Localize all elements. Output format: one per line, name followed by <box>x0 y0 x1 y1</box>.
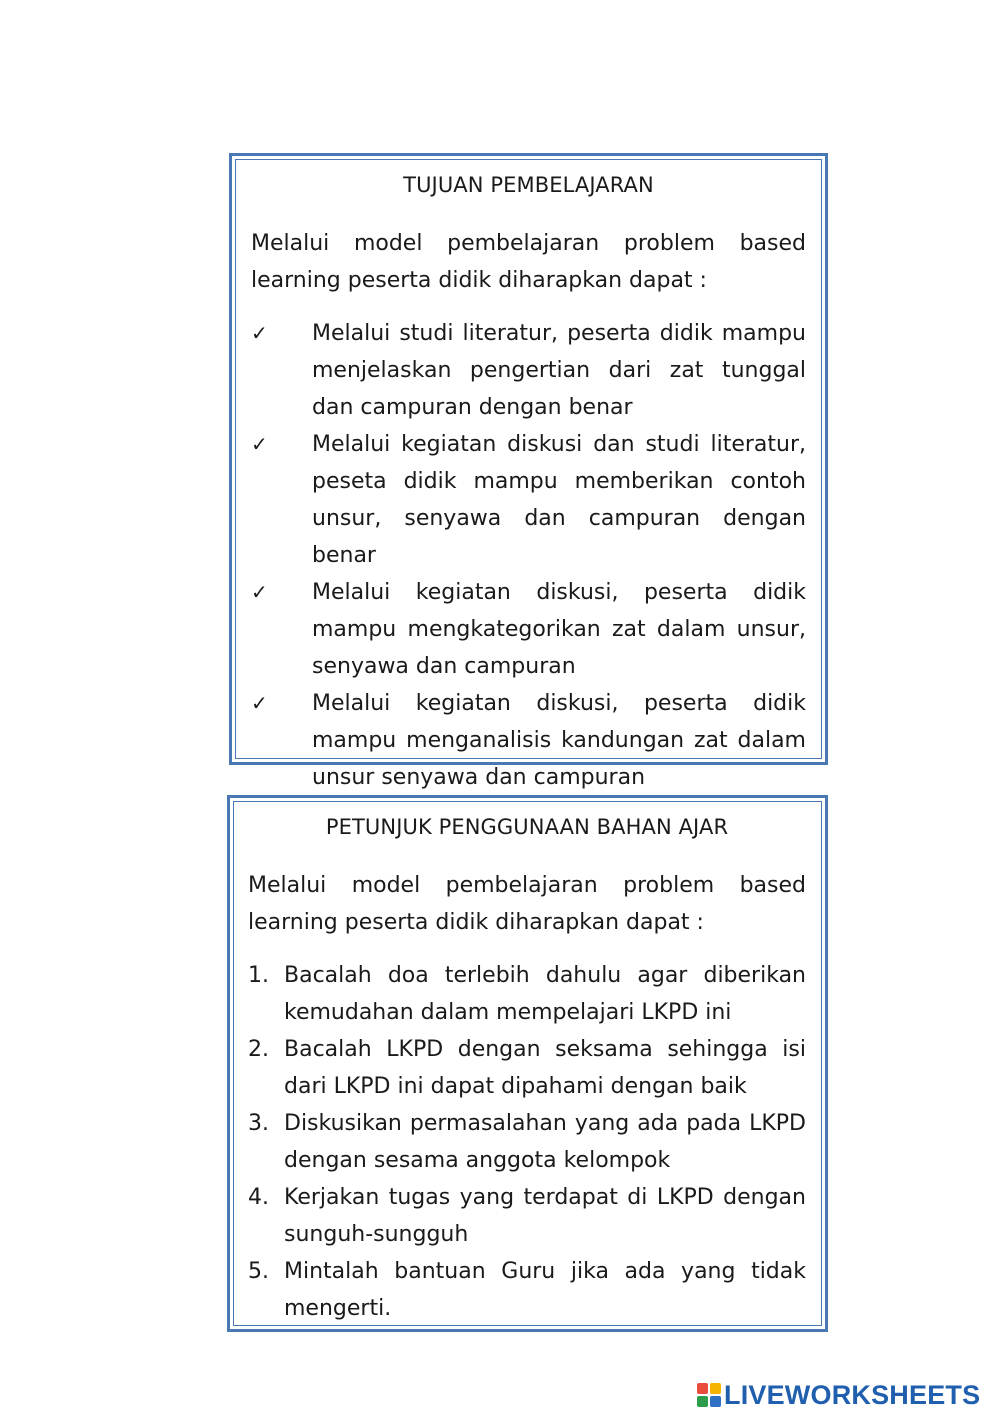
list-item <box>248 1105 806 1179</box>
checkmark-icon: ✓ <box>251 691 268 715</box>
usage-instructions-intro: Melalui model pembelajaran problem based learning peserta didik diharapkan dapat : <box>248 873 806 935</box>
usage-instructions-list <box>248 957 806 1327</box>
logo-square-green <box>697 1396 708 1407</box>
list-item-number: 2. <box>248 1037 269 1062</box>
learning-objectives-content <box>251 170 806 796</box>
list-item-text: Melalui kegiatan diskusi, peserta didik mampu mengkategorikan zat dalam unsur, senyawa dan campuran <box>312 580 806 679</box>
list-item <box>248 1179 806 1253</box>
list-item <box>248 1031 806 1105</box>
list-item-text: Melalui kegiatan diskusi, peserta didik mampu menganalisis kandungan zat dalam unsur senyawa dan campuran <box>312 691 806 790</box>
liveworksheets-logo-text: LIVEWORKSHEETS <box>724 1379 981 1410</box>
learning-objectives-list <box>251 315 806 796</box>
list-item-text: Kerjakan tugas yang terdapat di LKPD dengan sunguh-sungguh <box>284 1185 806 1247</box>
liveworksheets-logo[interactable] <box>697 1380 980 1410</box>
logo-square-yellow <box>710 1383 721 1394</box>
list-item <box>251 315 806 426</box>
liveworksheets-logo-icon <box>697 1383 721 1407</box>
logo-square-red <box>697 1383 708 1394</box>
usage-instructions-box <box>227 795 828 1332</box>
list-item <box>251 574 806 685</box>
checkmark-icon: ✓ <box>251 580 268 604</box>
logo-square-blue <box>710 1396 721 1407</box>
checkmark-icon: ✓ <box>251 432 268 456</box>
list-item-text: Diskusikan permasalahan yang ada pada LKPD dengan sesama anggota kelompok <box>284 1111 806 1173</box>
usage-instructions-content <box>248 812 806 1327</box>
learning-objectives-box <box>229 153 828 790</box>
list-item-text: Bacalah doa terlebih dahulu agar diberikan kemudahan dalam mempelajari LKPD ini <box>284 963 806 1025</box>
list-item-text: Melalui kegiatan diskusi dan studi literatur, peseta didik mampu memberikan contoh unsur, senyawa dan campuran dengan benar <box>312 432 806 568</box>
list-item-number: 4. <box>248 1185 269 1210</box>
list-item-number: 3. <box>248 1111 269 1136</box>
list-item-number: 1. <box>248 963 269 988</box>
list-item-text: Melalui studi literatur, peserta didik mampu menjelaskan pengertian dari zat tunggal dan campuran dengan benar <box>312 321 806 420</box>
list-item-text: Bacalah LKPD dengan seksama sehingga isi dari LKPD ini dapat dipahami dengan baik <box>284 1037 806 1099</box>
list-item <box>251 685 806 796</box>
learning-objectives-intro: Melalui model pembelajaran problem based learning peserta didik diharapkan dapat : <box>251 231 806 293</box>
learning-objectives-title: TUJUAN PEMBELAJARAN <box>403 173 654 197</box>
list-item-number: 5. <box>248 1259 269 1284</box>
list-item <box>248 1253 806 1327</box>
usage-instructions-title: PETUNJUK PENGGUNAAN BAHAN AJAR <box>325 815 729 839</box>
list-item <box>251 426 806 574</box>
list-item <box>248 957 806 1031</box>
list-item-text: Mintalah bantuan Guru jika ada yang tidak mengerti. <box>284 1259 806 1321</box>
checkmark-icon: ✓ <box>251 321 268 345</box>
